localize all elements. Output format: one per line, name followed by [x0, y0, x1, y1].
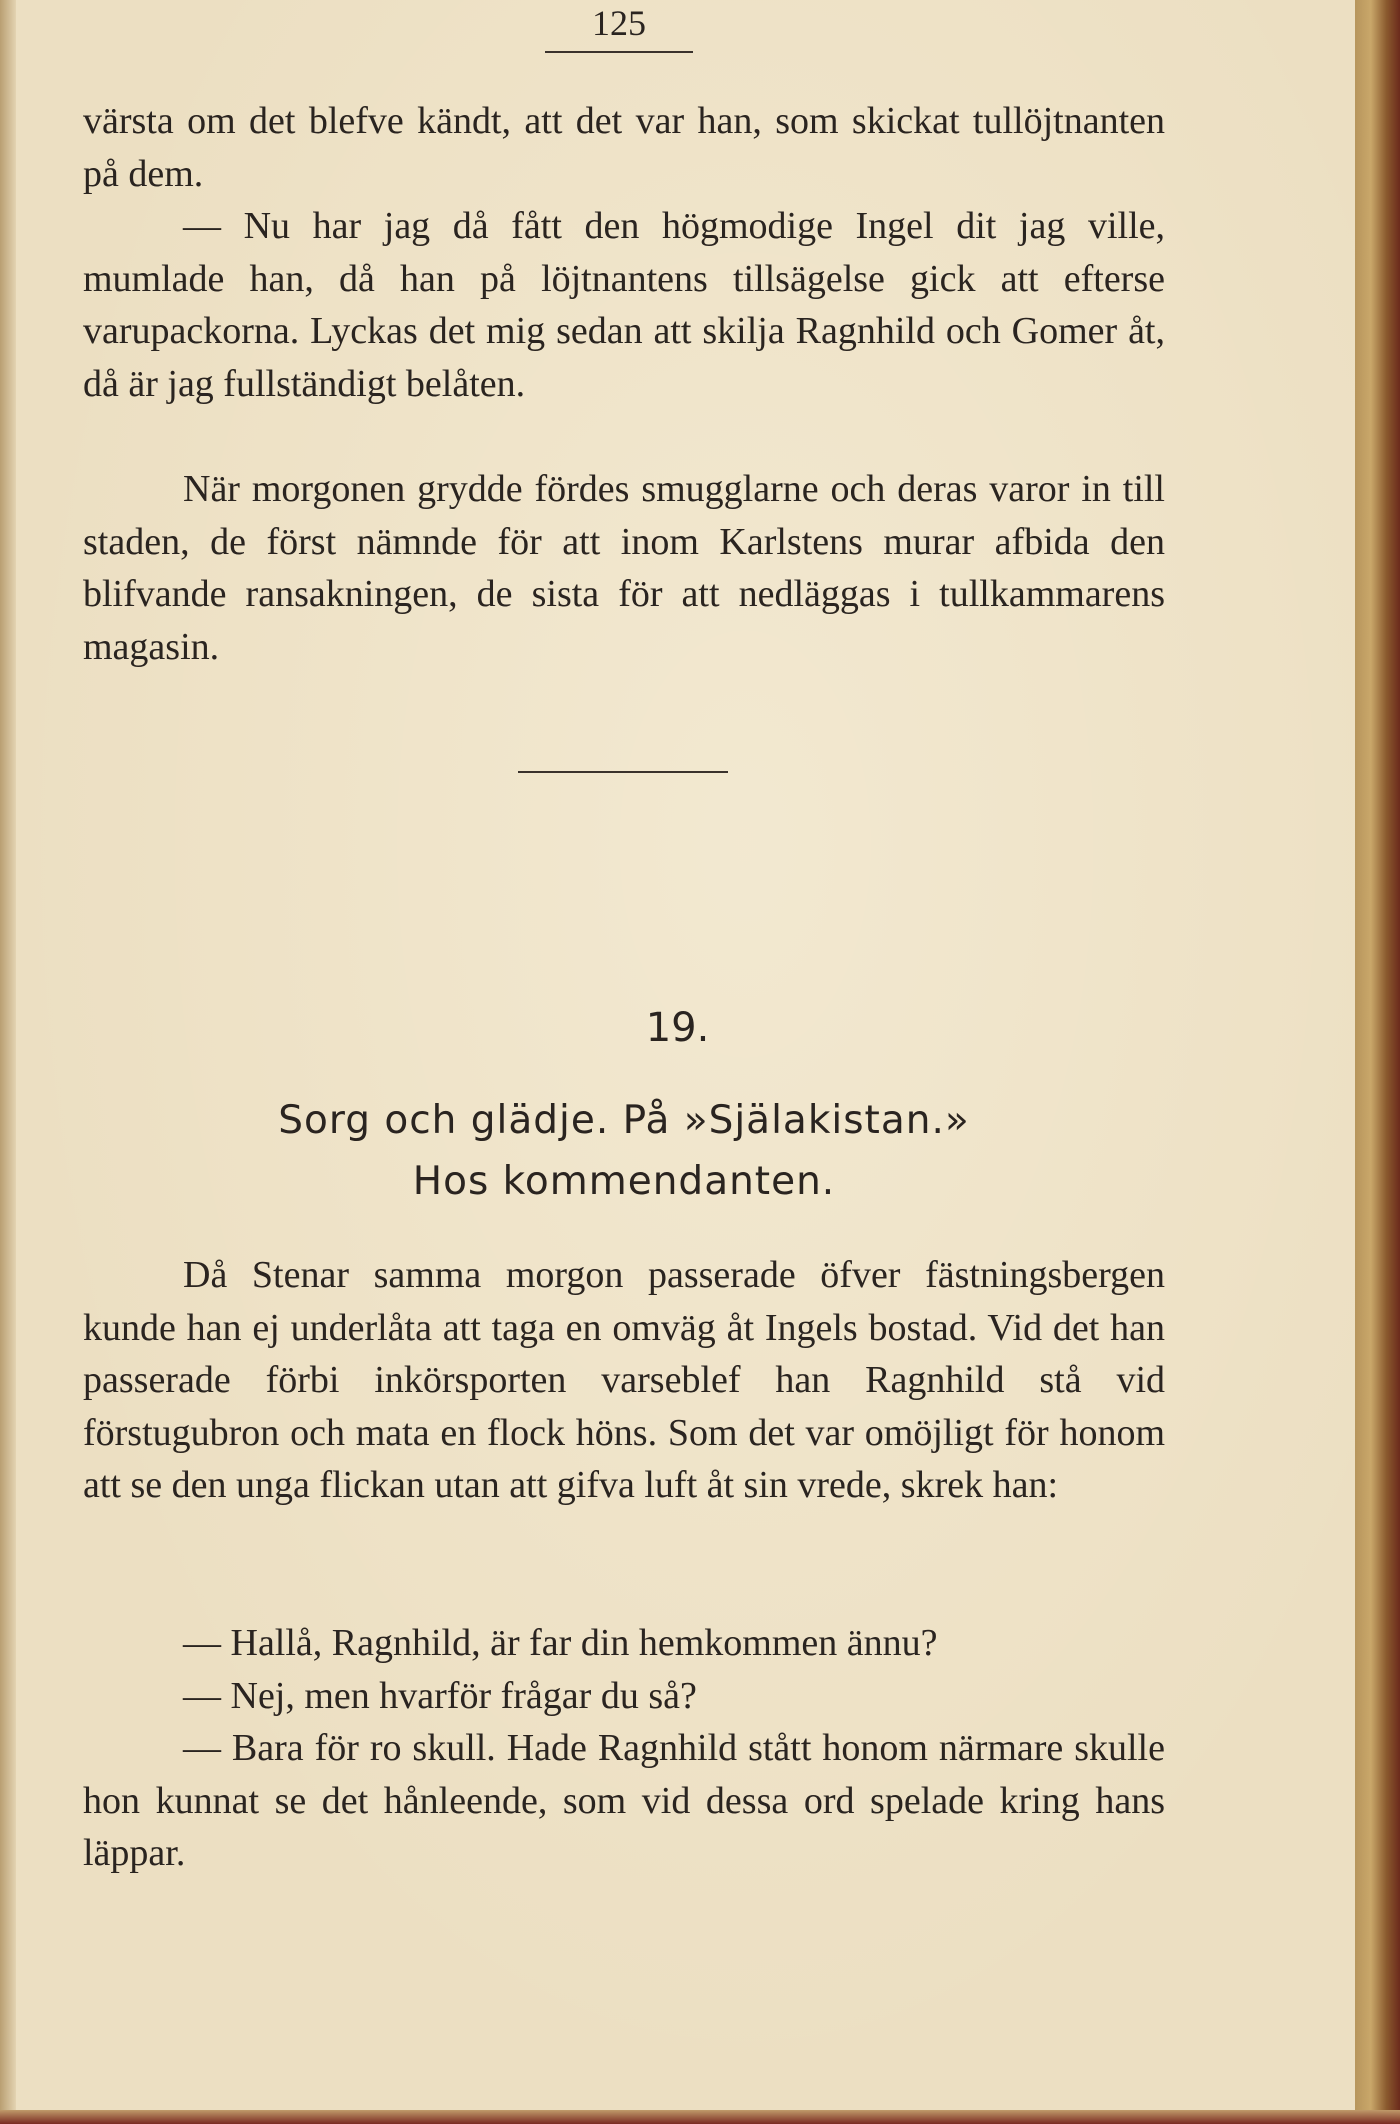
paragraph: — Nu har jag då fått den högmodige Ingel dit jag ville, mumlade han, då han på löjtnantens tillsägelse gick att efterse varupackorna. Lyckas det mig sedan att skilja Ragnhild och Gomer åt, då är jag fullständigt belåten.	[83, 205, 1165, 405]
section-divider	[518, 771, 728, 773]
book-binding	[1355, 0, 1400, 2124]
dialogue-line: — Hallå, Ragnhild, är far din hemkommen ännu?	[183, 1622, 938, 1664]
chapter-title: Sorg och glädje. På »Själakistan.»	[278, 1098, 970, 1143]
dialogue-line: — Bara för ro skull. Hade Ragnhild stått honom närmare skulle hon kunnat se det hånleende, som vid dessa ord spelade kring hans läppar.	[83, 1727, 1165, 1875]
page-number: 125	[592, 3, 646, 43]
chapter-subtitle: Hos kommendanten.	[412, 1159, 836, 1204]
page-gutter	[0, 0, 16, 2124]
page-number-rule	[545, 51, 693, 53]
dialogue-line: — Nej, men hvarför frågar du så?	[183, 1675, 697, 1717]
paragraph: värsta om det blefve kändt, att det var han, som skickat tullöjtnanten på dem.	[83, 100, 1165, 195]
paragraph: Då Stenar samma morgon passerade öfver fästningsbergen kunde han ej underlåta att taga en omväg åt Ingels bostad. Vid det han passerade förbi inkörsporten varseblef han Ragnhild stå vid förstugubron och mata en flock höns. Som det var omöjligt för honom att se den unga flickan utan att gifva luft åt sin vrede, skrek han:	[83, 1254, 1165, 1507]
paragraph: När morgonen grydde fördes smugglarne och deras varor in till staden, de först nämnde för att inom Karlstens murar afbida den blifvande ransakningen, de sista för att nedläggas i tullkammarens magasin.	[83, 468, 1165, 668]
chapter-number: 19.	[645, 1005, 710, 1051]
page-bottom-edge	[0, 2110, 1400, 2124]
